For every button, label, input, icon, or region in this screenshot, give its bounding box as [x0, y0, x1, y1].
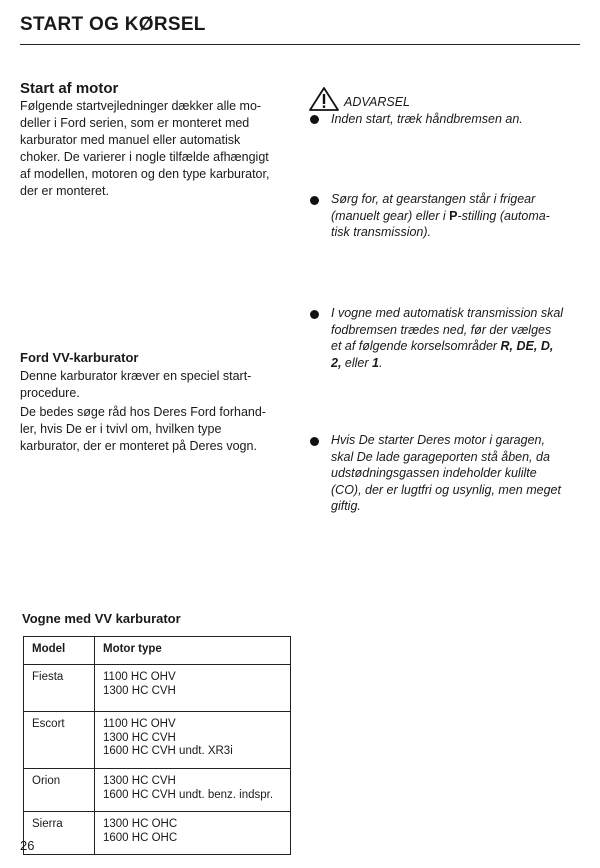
- section-heading-ford-vv: Ford VV-karburator: [20, 350, 139, 365]
- warning-header: [308, 86, 411, 112]
- text-line: ler, hvis De er i tvivl om, hvilken type: [20, 422, 222, 436]
- table-row: [24, 812, 291, 855]
- warning-item-automatic: [331, 305, 583, 371]
- column-header-model: Model: [24, 637, 95, 665]
- page-title: START OG KØRSEL: [20, 14, 206, 35]
- table-title: Vogne med VV karburator: [22, 611, 181, 626]
- text-line: procedure.: [20, 386, 80, 400]
- text-line: et af følgende korselsområder R, DE, D,: [331, 339, 554, 353]
- text-line: udstødningsgassen indeholder kulilte: [331, 466, 537, 480]
- warning-triangle-icon: [308, 86, 340, 112]
- bullet-icon: [310, 196, 319, 205]
- text-line: deller i Ford serien, som er monteret med: [20, 116, 250, 130]
- cell-model: Sierra: [24, 812, 95, 855]
- text-line: (manuelt gear) eller i P-stilling (automa-: [331, 208, 550, 223]
- cell-model: Orion: [24, 769, 95, 812]
- text-line: Følgende startvejledninger dækker alle mo-: [20, 99, 262, 113]
- text-line: giftig.: [331, 499, 361, 513]
- cell-motors: 1100 HC OHV 1300 HC CVH 1600 HC CVH undt. XR3i: [95, 712, 291, 769]
- header-divider: [20, 44, 580, 45]
- text-line: karburator med manuel eller automatisk: [20, 133, 241, 147]
- bullet-icon: [310, 437, 319, 446]
- text-line: I vogne med automatisk transmission skal: [331, 306, 564, 320]
- text-line: der er monteret.: [20, 184, 109, 198]
- column-header-motor-type: Motor type: [95, 637, 291, 665]
- text-line: Inden start, træk håndbremsen an.: [331, 112, 523, 126]
- cell-motors: 1100 HC OHV 1300 HC CVH: [95, 665, 291, 712]
- cell-model: Fiesta: [24, 665, 95, 712]
- text-line: Hvis De starter Deres motor i garagen,: [331, 433, 545, 447]
- text-line: De bedes søge råd hos Deres Ford forhand-: [20, 405, 266, 419]
- text-line: karburator, der er monteret på Deres vogn.: [20, 439, 257, 453]
- text-line: Denne karburator kræver en speciel start-: [20, 369, 252, 383]
- ford-vv-paragraph-1: [20, 368, 290, 402]
- bullet-icon: [310, 115, 319, 124]
- text-line: choker. De varierer i nogle tilfælde afhængigt: [20, 150, 269, 164]
- cell-model: Escort: [24, 712, 95, 769]
- bullet-icon: [310, 310, 319, 319]
- cell-motors: 1300 HC OHC 1600 HC OHC: [95, 812, 291, 855]
- warning-item-gear: [331, 191, 583, 241]
- warning-item-handbrake: [331, 111, 583, 128]
- table-row: [24, 665, 291, 712]
- text-line: skal De lade garageporten stå åben, da: [331, 449, 550, 464]
- text-line: Sørg for, at gearstangen står i frigear: [331, 192, 536, 206]
- text-line: fodbremsen trædes ned, før der vælges: [331, 322, 552, 337]
- text-line: (CO), der er lugtfri og usynlig, men meget: [331, 482, 561, 497]
- text-line: 2, eller 1.: [331, 355, 383, 370]
- table-row: [24, 712, 291, 769]
- ford-vv-paragraph-2: [20, 404, 290, 455]
- start-motor-paragraph: [20, 98, 290, 200]
- warning-label: ADVARSEL: [344, 95, 411, 109]
- cell-motors: 1300 HC CVH 1600 HC CVH undt. benz. indspr.: [95, 769, 291, 812]
- vv-carburetor-table: [23, 636, 291, 855]
- table-row: [24, 769, 291, 812]
- text-line: tisk transmission).: [331, 225, 432, 239]
- table-header-row: [24, 637, 291, 665]
- text-line: af modellen, motoren og den type karburator,: [20, 167, 270, 181]
- warning-item-garage: [331, 432, 583, 515]
- page-number: 26: [20, 838, 35, 853]
- section-heading-start-motor: Start af motor: [20, 80, 119, 97]
